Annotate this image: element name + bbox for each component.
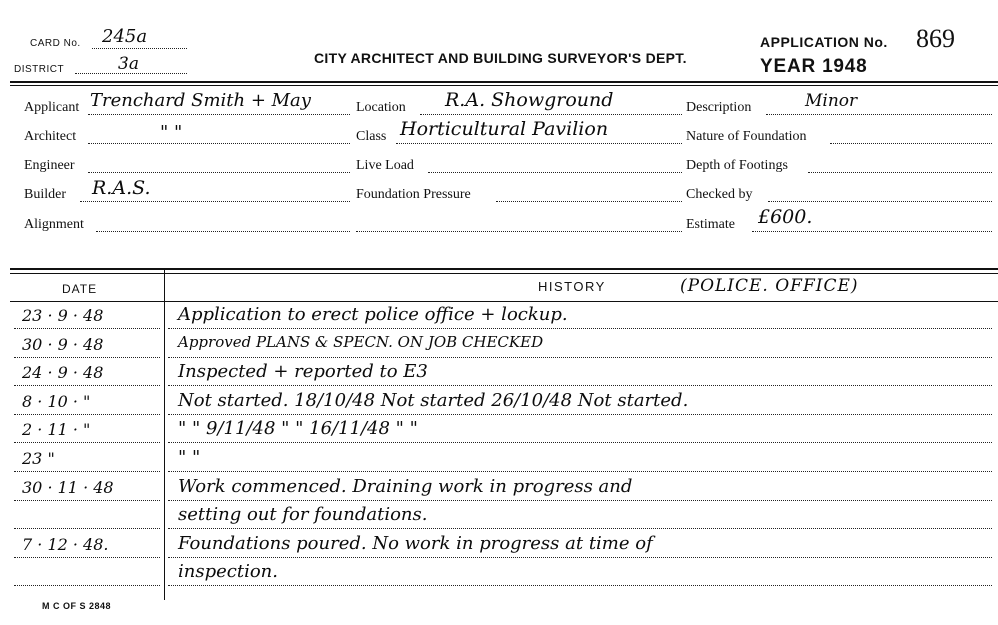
middle-blank-line xyxy=(356,231,682,232)
district-line xyxy=(75,73,187,74)
description-label: Description xyxy=(686,100,752,115)
history-date-line xyxy=(14,442,160,443)
history-date-line xyxy=(14,528,160,529)
card-no-line xyxy=(92,48,187,49)
header-rule-bottom xyxy=(10,85,998,86)
history-date: 30 · 9 · 48 xyxy=(22,334,104,354)
history-entry-line xyxy=(168,528,992,529)
applicant-value: Trenchard Smith + May xyxy=(90,90,311,111)
history-date-line xyxy=(14,328,160,329)
location-line xyxy=(420,114,682,115)
history-entry-line xyxy=(168,500,992,501)
builder-value: R.A.S. xyxy=(92,177,151,199)
history-entry: Foundations poured. No work in progress at time of xyxy=(178,532,653,554)
history-entry: Application to erect police office + lockup. xyxy=(178,304,568,325)
checked-by-line xyxy=(768,201,992,202)
history-date: 7 · 12 · 48. xyxy=(22,534,109,554)
checked-by-label: Checked by xyxy=(686,187,753,202)
card-no-value: 245a xyxy=(102,26,148,47)
builder-line xyxy=(80,201,350,202)
form-code: M C OF S 2848 xyxy=(42,601,112,611)
history-entry-line xyxy=(168,385,992,386)
estimate-line xyxy=(752,231,992,232)
date-column-header: DATE xyxy=(62,282,98,296)
card-no-label: CARD No. xyxy=(30,38,81,49)
alignment-label: Alignment xyxy=(24,217,84,232)
estimate-value: £600. xyxy=(758,206,813,228)
history-entry: Inspected + reported to E3 xyxy=(178,361,428,383)
history-rule-top-2 xyxy=(10,273,998,274)
history-date: 23 " xyxy=(22,449,55,468)
history-entry: " " 9/11/48 " " 16/11/48 " " xyxy=(178,418,418,440)
live-load-line xyxy=(428,172,682,173)
class-line xyxy=(396,143,682,144)
history-entry-line xyxy=(168,357,992,358)
history-date: 24 · 9 · 48 xyxy=(22,363,104,383)
live-load-label: Live Load xyxy=(356,158,414,173)
date-column-divider xyxy=(164,270,165,600)
engineer-label: Engineer xyxy=(24,158,75,173)
class-label: Class xyxy=(356,129,387,144)
history-date: 30 · 11 · 48 xyxy=(22,477,114,497)
history-entry-line xyxy=(168,557,992,558)
history-date: 8 · 10 · " xyxy=(22,391,91,411)
nature-of-foundation-line xyxy=(830,143,992,144)
header-rule-top xyxy=(10,81,998,83)
application-no-value: 869 xyxy=(916,24,955,53)
history-date: 2 · 11 · " xyxy=(22,420,91,440)
history-date-line xyxy=(14,557,160,558)
history-header-rule xyxy=(10,301,998,302)
history-date-line xyxy=(14,385,160,386)
history-date: 23 · 9 · 48 xyxy=(22,306,104,325)
application-no-label: APPLICATION No. xyxy=(760,34,888,50)
architect-value: " " xyxy=(160,122,183,143)
history-entry: Not started. 18/10/48 Not started 26/10/48 Not started. xyxy=(178,389,689,411)
foundation-pressure-label: Foundation Pressure xyxy=(356,187,471,202)
district-label: DISTRICT xyxy=(14,64,65,75)
foundation-pressure-line xyxy=(496,201,682,202)
district-value: 3a xyxy=(118,54,139,74)
description-value: Minor xyxy=(805,91,858,111)
estimate-label: Estimate xyxy=(686,217,735,232)
depth-of-footings-line xyxy=(808,172,992,173)
alignment-line xyxy=(96,231,350,232)
history-date-line xyxy=(14,471,160,472)
depth-of-footings-label: Depth of Footings xyxy=(686,158,788,173)
history-note: (POLICE. OFFICE) xyxy=(680,276,859,296)
history-entry: Work commenced. Draining work in progress and xyxy=(178,475,633,497)
history-entry-line xyxy=(168,442,992,443)
history-entry: inspection. xyxy=(178,561,278,583)
history-date-line xyxy=(14,414,160,415)
department-title: CITY ARCHITECT AND BUILDING SURVEYOR'S DEPT. xyxy=(314,50,687,66)
applicant-line xyxy=(88,114,350,115)
engineer-line xyxy=(88,172,350,173)
history-date-line xyxy=(14,585,160,586)
architect-label: Architect xyxy=(24,129,77,144)
history-rule-top xyxy=(10,268,998,270)
nature-of-foundation-label: Nature of Foundation xyxy=(686,129,807,144)
location-label: Location xyxy=(356,100,406,115)
year-label: YEAR 1948 xyxy=(760,56,868,77)
class-value: Horticultural Pavilion xyxy=(400,118,609,140)
history-entry-line xyxy=(168,471,992,472)
history-entry-line xyxy=(168,585,992,586)
history-column-header: HISTORY xyxy=(538,279,606,294)
builder-label: Builder xyxy=(24,187,66,202)
history-date-line xyxy=(14,500,160,501)
architect-line xyxy=(88,143,350,144)
history-entry: setting out for foundations. xyxy=(178,504,428,526)
history-date-line xyxy=(14,357,160,358)
history-entry: " " xyxy=(178,447,201,468)
history-entry-line xyxy=(168,328,992,329)
history-entry: Approved PLANS & SPECN. ON JOB CHECKED xyxy=(178,332,544,351)
history-entry-line xyxy=(168,414,992,415)
description-line xyxy=(766,114,992,115)
location-value: R.A. Showground xyxy=(445,89,614,111)
applicant-label: Applicant xyxy=(24,100,80,115)
